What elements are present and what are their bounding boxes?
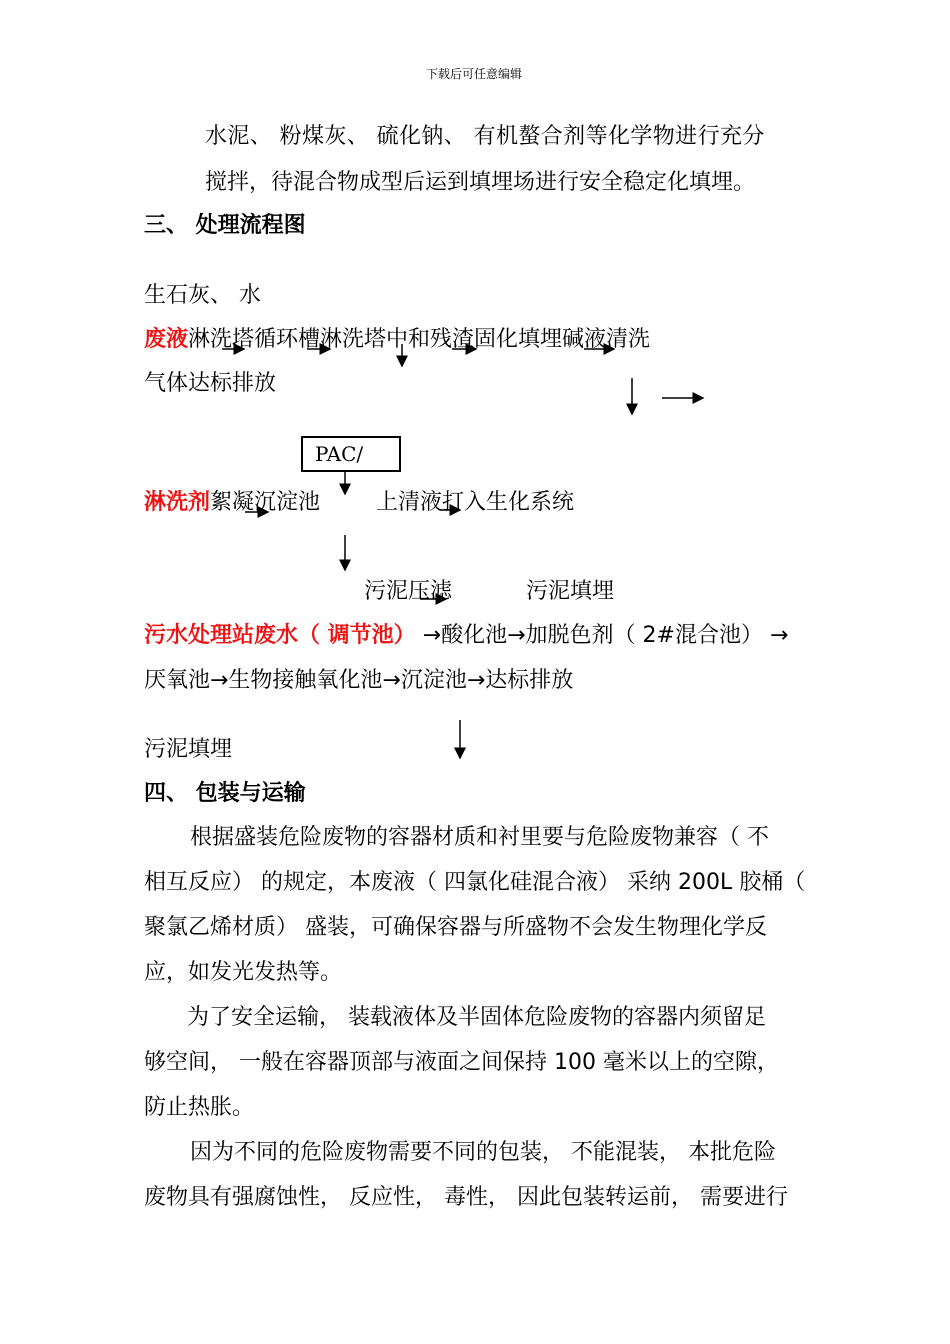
page-header: 下载后可任意编辑: [426, 67, 523, 81]
sludge-press: 污泥压滤: [364, 579, 453, 604]
p2-line-1: 为了安全运输， 装载液体及半固体危险废物的容器内须留足: [187, 1005, 766, 1030]
flow-row-3-steps: →酸化池→加脱色剂（ 2#混合池） →: [415, 623, 789, 648]
intro-line-2: 搅拌，待混合物成型后运到填埋场进行安全稳定化填埋。: [205, 170, 756, 195]
sludge-fill-2: 污泥填埋: [144, 737, 233, 762]
flow-gas-output: 气体达标排放: [144, 371, 277, 396]
flow-row-2-source: 淋洗剂: [144, 490, 211, 515]
intro-line-1: 水泥、 粉煤灰、 硫化钠、 有机螯合剂等化学物进行充分: [205, 124, 765, 149]
p1-line-1: 根据盛装危险废物的容器材质和衬里要与危险废物兼容（ 不: [190, 825, 769, 850]
p1-line-4: 应，如发光发热等。: [144, 960, 343, 985]
flow-row-1-source: 废液: [144, 327, 189, 352]
flow-row-2-step-b: 上清液打入生化系统: [376, 490, 575, 515]
flow-row-3-source: 污水处理站废水（ 调节池）: [144, 623, 416, 648]
sludge-fill-1: 污泥填埋: [526, 579, 615, 604]
section-3-title: 三、 处理流程图: [144, 213, 306, 238]
p1-line-2: 相互反应） 的规定，本废液（ 四氯化硅混合液） 采纳 200L 胶桶（: [144, 870, 806, 895]
pac-box: PAC/: [301, 436, 401, 472]
p3-line-1: 因为不同的危险废物需要不同的包装， 不能混装， 本批危险: [190, 1140, 776, 1165]
flow-row-1-steps: 淋洗塔循环槽淋洗塔中和残渣固化填埋碱液清洗: [188, 327, 651, 352]
p2-line-3: 防止热胀。: [144, 1095, 255, 1120]
flow-row-2-step-a: 絮凝沉淀池: [210, 490, 321, 515]
p3-line-2: 废物具有强腐蚀性， 反应性， 毒性， 因此包装转运前， 需要进行: [144, 1185, 788, 1210]
section-4-title: 四、 包装与运输: [144, 781, 306, 806]
p1-line-3: 聚氯乙烯材质） 盛装，可确保容器与所盛物不会发生物理化学反: [144, 915, 767, 940]
flow-row-3-line-2: 厌氧池→生物接触氧化池→沉淀池→达标排放: [144, 668, 574, 693]
flow-additives-label: 生石灰、 水: [144, 283, 261, 308]
p2-line-2: 够空间， 一般在容器顶部与液面之间保持 100 毫米以上的空隙，: [144, 1050, 779, 1075]
